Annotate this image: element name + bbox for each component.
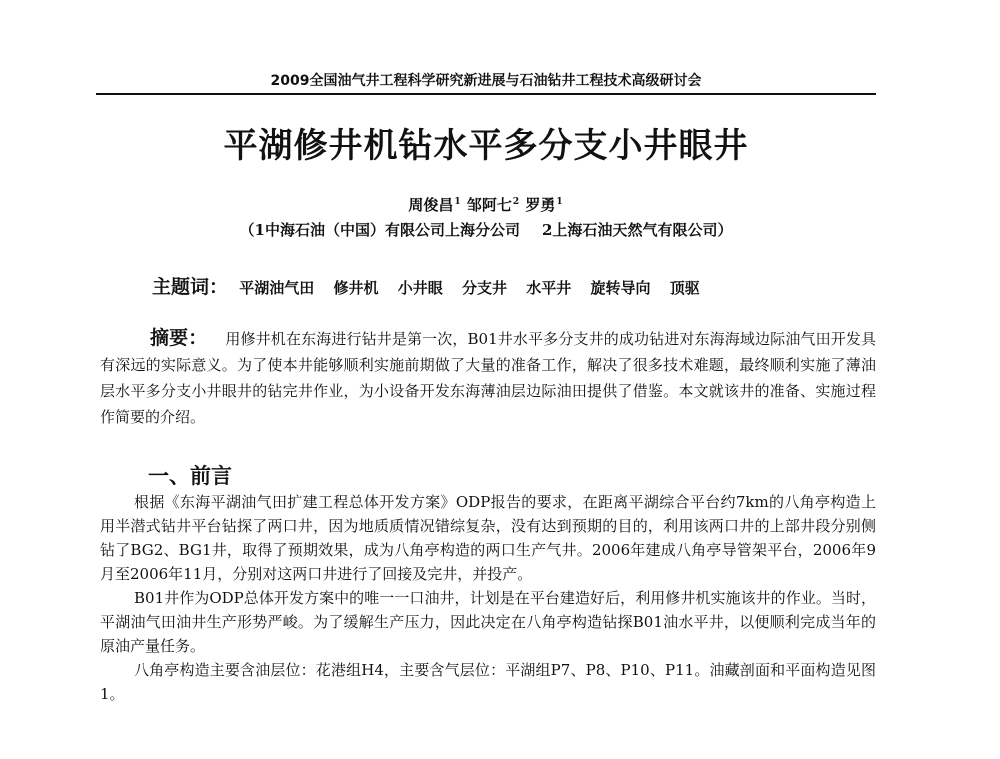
- paragraph: 八角亭构造主要含油层位：花港组H4，主要含气层位：平湖组P7、P8、P10、P11。油藏剖面和平面构造见图1。: [100, 661, 876, 703]
- author-affil-mark: 1: [556, 197, 563, 207]
- header-rule: [96, 93, 876, 95]
- keyword: 小井眼: [397, 279, 443, 297]
- keyword: 顶驱: [669, 279, 700, 297]
- affiliation-1: （1中海石油（中国）有限公司上海分公司: [239, 221, 520, 239]
- author-affil-mark: 2: [512, 197, 520, 207]
- author-line: [96, 194, 876, 215]
- paragraph: B01井作为ODP总体开发方案中的唯一一口油井，计划是在平台建造好后，利用修井机实施该井的作业。当时，平湖油气田油井生产形势严峻。为了缓解生产压力，因此决定在八角亭构造钻探B01油水平井，以便顺利完成当年的原油产量任务。: [100, 589, 876, 655]
- abstract: [100, 325, 876, 430]
- abstract-label: 摘要：: [150, 327, 208, 349]
- author-name: 邹阿七: [466, 196, 512, 214]
- keywords-label: 主题词：: [152, 276, 229, 298]
- keyword: 旋转导向: [590, 279, 651, 297]
- keyword: 分支井: [462, 279, 508, 297]
- keyword: 修井机: [333, 279, 379, 297]
- section-heading: 一、前言: [148, 464, 232, 488]
- keyword: 水平井: [526, 279, 572, 297]
- abstract-text: 用修井机在东海进行钻井是第一次，B01井水平多分支井的成功钻进对东海海域边际油气田开发具有深远的实际意义。为了使本井能够顺利实施前期做了大量的准备工作，解决了很多技术难题，最终顺利实施了薄油层水平多分支小井眼井的钻完井作业，为小设备开发东海薄油层边际油田提供了借鉴。本文就该井的准备、实施过程作简要的介绍。: [100, 330, 876, 426]
- affiliation-2: 2上海石油天然气有限公司）: [542, 221, 733, 239]
- body-text: [100, 490, 876, 706]
- paragraph: 根据《东海平湖油气田扩建工程总体开发方案》ODP报告的要求，在距离平湖综合平台约7km的八角亭构造上用半潜式钻井平台钻探了两口井，因为地质质情况错综复杂，没有达到预期的目的，利用该两口井的上部井段分别侧钻了BG2、BG1井，取得了预期效果，成为八角亭构造的两口生产气井。2006年建成八角亭导管架平台，2006年9月至2006年11月，分别对这两口井进行了回接及完井，并投产。: [100, 493, 876, 583]
- author-name: 周俊昌: [408, 196, 454, 214]
- affiliation-line: [96, 219, 876, 240]
- author-name: 罗勇: [525, 196, 556, 214]
- author-affil-mark: 1: [454, 197, 461, 207]
- paper-title: 平湖修井机钻水平多分支小井眼井: [223, 126, 749, 166]
- running-header: 2009全国油气井工程科学研究新进展与石油钻井工程技术高级研讨会: [270, 73, 702, 89]
- keywords-line: [152, 272, 872, 299]
- keyword: 平湖油气田: [239, 279, 315, 297]
